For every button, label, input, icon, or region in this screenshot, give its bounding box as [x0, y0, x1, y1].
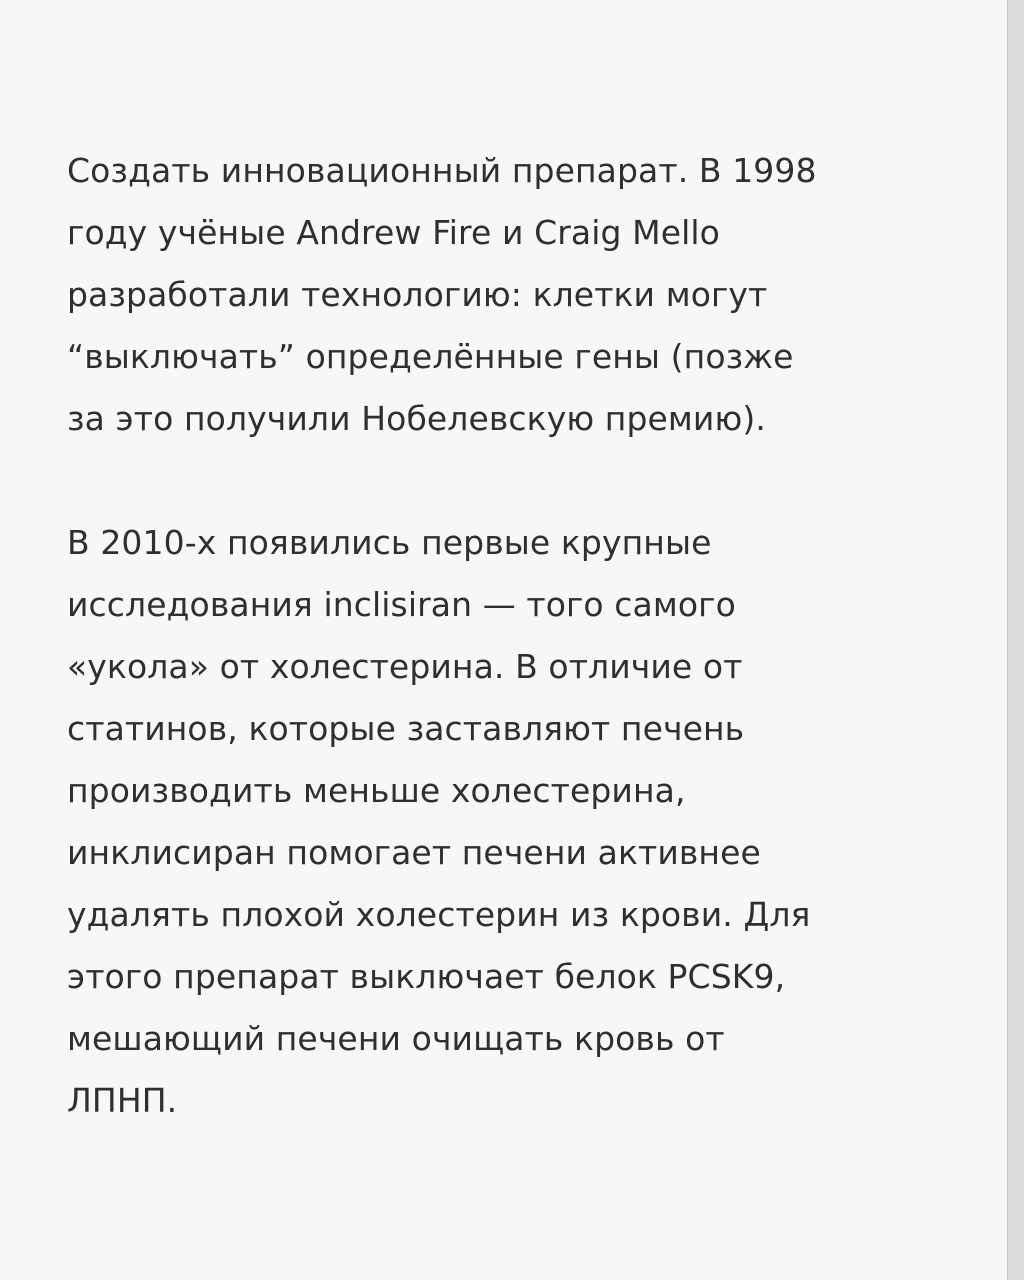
text-line: за это получили Нобелевскую премию). — [67, 399, 766, 438]
text-line: разработали технологию: клетки могут — [67, 275, 768, 314]
text-line: ЛПНП. — [67, 1081, 178, 1120]
text-line: году учёные Andrew Fire и Craig Mello — [67, 213, 720, 252]
article-text — [67, 140, 957, 1132]
text-line: производить меньше холестерина, — [67, 771, 686, 810]
paragraph-1 — [67, 140, 957, 450]
page-edge — [1008, 0, 1024, 1280]
text-line: Создать инновационный препарат. В 1998 — [67, 151, 817, 190]
text-line: мешающий печени очищать кровь от — [67, 1019, 725, 1058]
text-line: статинов, которые заставляют печень — [67, 709, 745, 748]
text-line: В 2010-х появились первые крупные — [67, 523, 712, 562]
text-line: инклисиран помогает печени активнее — [67, 833, 761, 872]
text-line: удалять плохой холестерин из крови. Для — [67, 895, 811, 934]
text-line: исследования inclisiran — того самого — [67, 585, 736, 624]
text-line: “выключать” определённые гены (позже — [67, 337, 794, 376]
text-line: этого препарат выключает белок PCSK9, — [67, 957, 786, 996]
paragraph-2 — [67, 512, 957, 1132]
text-line: «укола» от холестерина. В отличие от — [67, 647, 743, 686]
